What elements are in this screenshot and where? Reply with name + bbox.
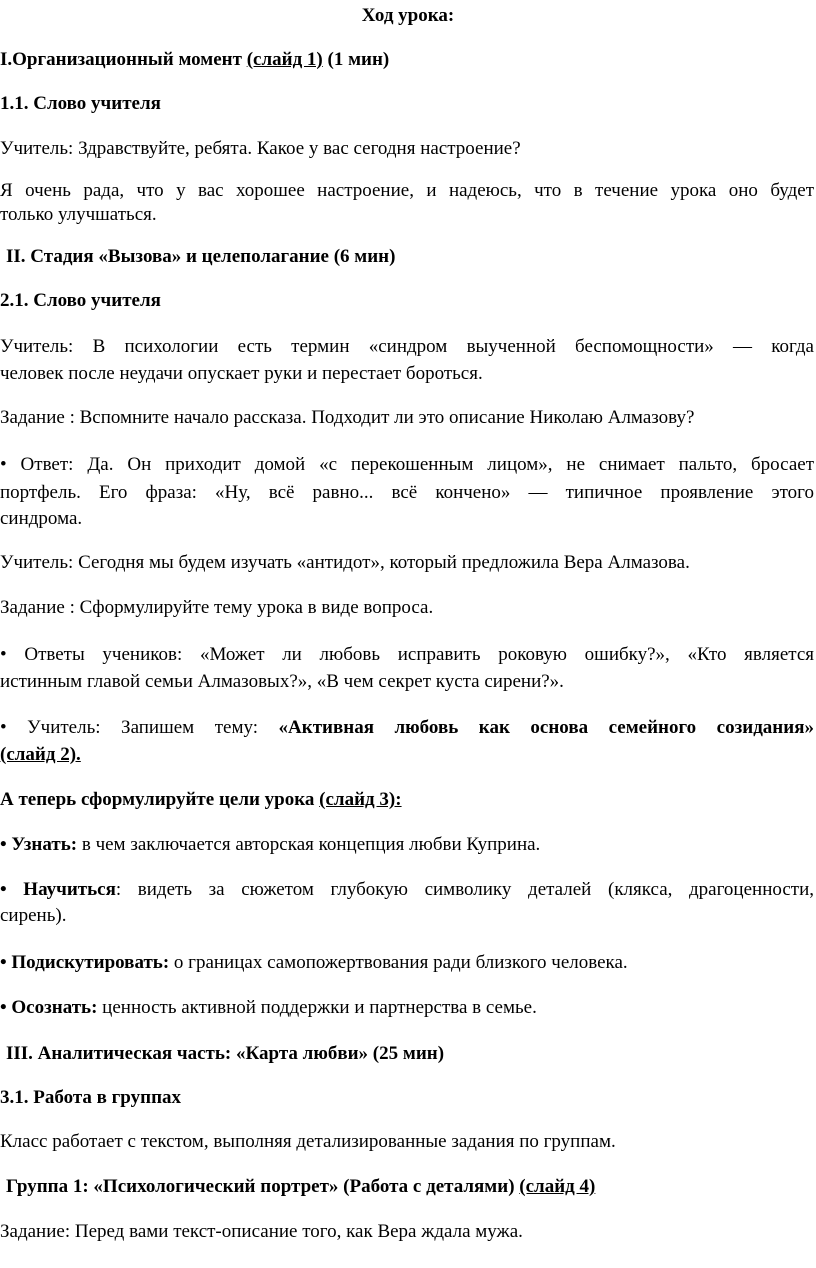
section-1-time: (1 мин) xyxy=(327,49,390,70)
paragraph-mood-line-2: только улучшаться. xyxy=(0,204,157,225)
group-1-title: Группа 1: «Психологический портрет» (Работа с деталями) xyxy=(6,1176,520,1197)
theme-slide-ref: (слайд 2). xyxy=(0,744,81,765)
subsection-2-1-heading: 2.1. Слово учителя xyxy=(0,290,161,311)
paragraph-greeting: Учитель: Здравствуйте, ребята. Какое у вас сегодня настроение? xyxy=(0,138,521,159)
section-2-heading: II. Стадия «Вызова» и целеполагание (6 мин) xyxy=(6,246,396,267)
goal-1-text: в чем заключается авторская концепция любви Куприна. xyxy=(77,834,541,855)
group-1-slide-ref: (слайд 4) xyxy=(519,1176,596,1197)
goal-1-label: • Узнать: xyxy=(0,834,78,855)
paragraph-syndrome-line-2: человек после неудачи опускает руки и перестает бороться. xyxy=(0,363,483,384)
section-1-slide-ref: (слайд 1) xyxy=(246,49,323,70)
task-3: Задание: Перед вами текст-описание того, как Вера ждала мужа. xyxy=(0,1221,523,1242)
page-title xyxy=(0,2,816,30)
paragraph-antidote: Учитель: Сегодня мы будем изучать «антидот», который предложила Вера Алмазова. xyxy=(0,552,690,573)
goal-4 xyxy=(0,994,816,1022)
section-1-title: I.Организационный момент xyxy=(0,49,242,70)
theme-line-1 xyxy=(0,714,814,742)
answer-1-line-2: портфель. Его фраза: «Ну, всё равно... всё кончено» — типичное проявление этого xyxy=(0,482,814,503)
answers-line-1: • Ответы учеников: «Может ли любовь исправить роковую ошибку?», «Кто является xyxy=(0,644,814,665)
section-3-heading: III. Аналитическая часть: «Карта любви» (25 мин) xyxy=(6,1043,445,1064)
goal-1 xyxy=(0,831,816,859)
title-text: Ход урока: xyxy=(361,5,455,26)
theme-prefix: • Учитель: Запишем тему: xyxy=(0,717,279,738)
section-1-heading xyxy=(0,46,816,74)
paragraph-groupwork: Класс работает с текстом, выполняя детализированные задания по группам. xyxy=(0,1131,616,1152)
goal-2-line-2: сирень). xyxy=(0,905,67,926)
goal-4-label: • Осознать: xyxy=(0,997,98,1018)
goal-2-label: • Научиться xyxy=(0,879,116,900)
group-1-heading xyxy=(6,1173,816,1201)
goal-4-text: ценность активной поддержки и партнерства в семье. xyxy=(97,997,537,1018)
goals-heading xyxy=(0,786,816,814)
subsection-3-1-heading: 3.1. Работа в группах xyxy=(0,1087,182,1108)
answer-1-line-3: синдрома. xyxy=(0,508,83,529)
goal-3-label: • Подискутировать: xyxy=(0,952,170,973)
paragraph-mood-line-1: Я очень рада, что у вас хорошее настроение, и надеюсь, что в течение урока оно будет xyxy=(0,180,814,201)
lesson-theme: «Активная любовь как основа семейного созидания» xyxy=(278,717,814,738)
task-2: Задание : Сформулируйте тему урока в виде вопроса. xyxy=(0,597,434,618)
goals-slide-ref: (слайд 3): xyxy=(319,789,402,810)
answers-line-2: истинным главой семьи Алмазовых?», «В чем секрет куста сирени?». xyxy=(0,671,564,692)
goal-3 xyxy=(0,949,816,977)
task-1: Задание : Вспомните начало рассказа. Подходит ли это описание Николаю Алмазову? xyxy=(0,407,695,428)
goals-heading-text: А теперь сформулируйте цели урока xyxy=(0,789,320,810)
subsection-1-1-heading: 1.1. Слово учителя xyxy=(0,93,161,114)
paragraph-syndrome-line-1: Учитель: В психологии есть термин «синдром выученной беспомощности» — когда xyxy=(0,336,814,357)
goal-3-text: о границах самопожертвования ради близкого человека. xyxy=(169,952,628,973)
goal-2-text: : видеть за сюжетом глубокую символику деталей (клякса, драгоценности, xyxy=(115,879,814,900)
answer-1-line-1: • Ответ: Да. Он приходит домой «с перекошенным лицом», не снимает пальто, бросает xyxy=(0,454,814,475)
goal-2-line-1 xyxy=(0,876,814,904)
